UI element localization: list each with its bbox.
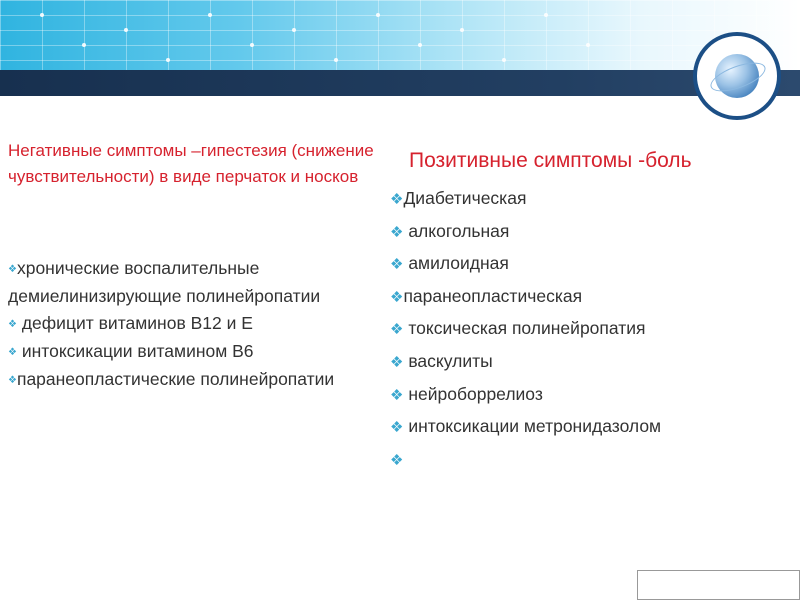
negative-symptoms-heading: Негативные симптомы –гипестезия (снижение чувствительности) в виде перчаток и носков bbox=[8, 141, 374, 186]
list-item: ❖ дефицит витаминов В12 и Е bbox=[8, 312, 253, 333]
list-item: ❖ амилоидная bbox=[390, 253, 509, 274]
header-dark-band bbox=[0, 70, 800, 96]
diamond-bullet-icon: ❖ bbox=[8, 263, 17, 275]
diamond-bullet-icon: ❖ bbox=[390, 386, 404, 404]
list-item: ❖ интоксикации витамином В6 bbox=[8, 340, 254, 361]
diamond-bullet-icon: ❖ bbox=[390, 223, 404, 241]
diamond-bullet-icon: ❖ bbox=[8, 346, 17, 358]
list-item: ❖паранеопластическая bbox=[390, 285, 583, 306]
diamond-bullet-icon: ❖ bbox=[8, 318, 17, 330]
diamond-bullet-icon: ❖ bbox=[8, 374, 17, 386]
diamond-bullet-icon: ❖ bbox=[390, 321, 404, 339]
list-item: ❖ васкулиты bbox=[390, 350, 493, 371]
list-item: ❖ интоксикации метронидазолом bbox=[390, 416, 662, 437]
positive-symptoms-heading: Позитивные симптомы -боль bbox=[409, 149, 692, 172]
globe-logo bbox=[693, 32, 781, 120]
diamond-bullet-icon: ❖ bbox=[390, 191, 404, 208]
diamond-bullet-icon: ❖ bbox=[390, 288, 404, 306]
diamond-bullet-icon: ❖ bbox=[390, 353, 404, 371]
diamond-bullet-icon: ❖ bbox=[390, 256, 404, 274]
list-item: ❖Диабетическая bbox=[390, 188, 527, 208]
list-item: ❖ нейроборрелиоз bbox=[390, 383, 543, 404]
list-item: ❖ алкогольная bbox=[390, 220, 510, 241]
list-item: ❖паранеопластические полинейропатии bbox=[8, 368, 335, 389]
list-item: ❖ токсическая полинейропатия bbox=[390, 318, 646, 339]
globe-icon bbox=[715, 54, 759, 98]
diamond-bullet-icon: ❖ bbox=[390, 451, 404, 469]
banner-sparkle-pattern bbox=[0, 0, 800, 70]
footer-box bbox=[637, 570, 800, 600]
list-item bbox=[390, 444, 790, 477]
negative-symptoms-list bbox=[8, 255, 378, 394]
diamond-bullet-icon: ❖ bbox=[390, 419, 404, 437]
positive-symptoms-list bbox=[390, 183, 790, 476]
list-item: ❖хронические воспалительные демиелинизирующие полинейропатии bbox=[8, 258, 321, 306]
header-banner bbox=[0, 0, 800, 70]
